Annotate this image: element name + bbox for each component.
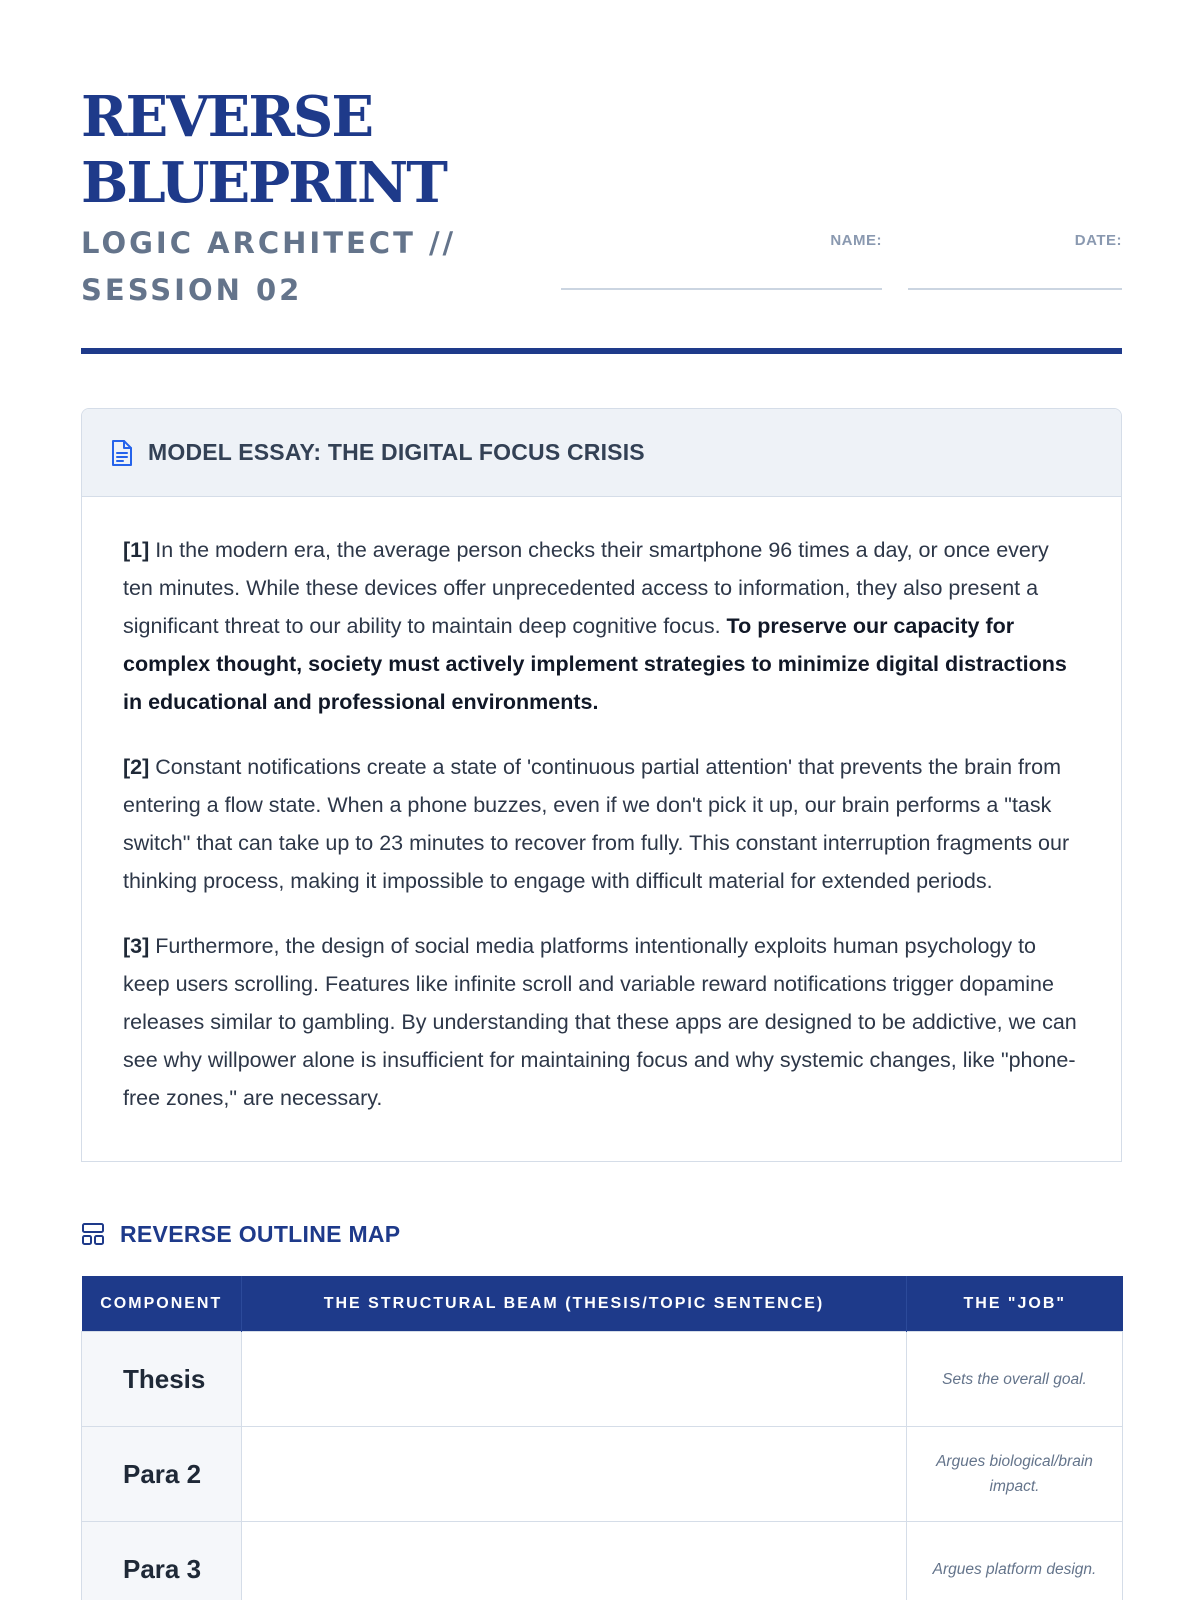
title-line-1: REVERSE <box>81 84 373 150</box>
header <box>81 84 1121 354</box>
table-row <box>82 1332 1123 1427</box>
essay-paragraph-1 <box>123 531 1081 721</box>
essay-body <box>82 497 1121 1117</box>
table-row <box>82 1522 1123 1600</box>
paragraph-number: [2] <box>123 755 150 779</box>
job-cell: Sets the overall goal. <box>907 1332 1123 1427</box>
beam-input-cell[interactable] <box>242 1522 907 1600</box>
job-cell: Argues biological/brain impact. <box>907 1427 1123 1522</box>
outline-title: REVERSE OUTLINE MAP <box>120 1220 401 1247</box>
paragraph-text: Constant notifications create a state of 'continuous partial attention' that prevents the brain from entering a flow state. When a phone buzzes, even if we don't pick it up, our brain performs a "task switch" that can take up to 23 minutes to recover from fully. This constant interruption fragments our thinking process, making it impossible to engage with difficult material for extended periods. <box>123 755 1070 893</box>
essay-header <box>82 409 1121 497</box>
component-cell: Para 2 <box>82 1427 242 1522</box>
beam-input-cell[interactable] <box>242 1427 907 1522</box>
name-field[interactable] <box>561 232 882 290</box>
paragraph-text: Furthermore, the design of social media platforms intentionally exploits human psychology to keep users scrolling. Features like infinite scroll and variable reward notifications trigger dopamine releases similar to gambling. By understanding that these apps are designed to be addictive, we can see why willpower alone is insufficient for maintaining focus and why systemic changes, like "phone-free zones," are necessary. <box>123 934 1077 1110</box>
table-header-row <box>82 1276 1123 1332</box>
column-header-beam: THE STRUCTURAL BEAM (THESIS/TOPIC SENTENCE) <box>242 1276 907 1332</box>
paragraph-number: [3] <box>123 934 150 958</box>
outline-table <box>81 1276 1123 1600</box>
essay-card <box>81 408 1122 1162</box>
date-label: DATE: <box>1074 232 1122 249</box>
paragraph-text: In the modern era, the average person checks their smartphone 96 times a day, or once every ten minutes. While these devices offer unprecedented access to information, they also present a significant threat to our ability to maintain deep cognitive focus. <box>123 538 1049 638</box>
paragraph-number: [1] <box>123 538 150 562</box>
table-row <box>82 1427 1123 1522</box>
page-title <box>81 84 1121 216</box>
title-line-2: BLUEPRINT <box>81 150 446 216</box>
beam-input-cell[interactable] <box>242 1332 907 1427</box>
essay-paragraph-3 <box>123 927 1081 1117</box>
header-divider <box>81 348 1122 354</box>
layout-icon <box>81 1222 105 1246</box>
outline-header <box>81 1218 400 1250</box>
name-label: NAME: <box>830 232 882 249</box>
component-cell: Para 3 <box>82 1522 242 1600</box>
session-subtitle: LOGIC ARCHITECT // SESSION 02 <box>81 226 457 307</box>
component-cell: Thesis <box>82 1332 242 1427</box>
essay-paragraph-2 <box>123 748 1081 900</box>
essay-title: MODEL ESSAY: THE DIGITAL FOCUS CRISIS <box>148 439 645 465</box>
thesis-statement: To preserve our capacity for complex thought, society must actively implement strategies to minimize digital distractions in educational and professional environments. <box>123 614 1067 714</box>
column-header-component: COMPONENT <box>82 1276 242 1332</box>
date-field[interactable] <box>908 232 1122 290</box>
job-cell: Argues platform design. <box>907 1522 1123 1600</box>
column-header-job: THE "JOB" <box>907 1276 1123 1332</box>
document-icon <box>110 439 134 467</box>
